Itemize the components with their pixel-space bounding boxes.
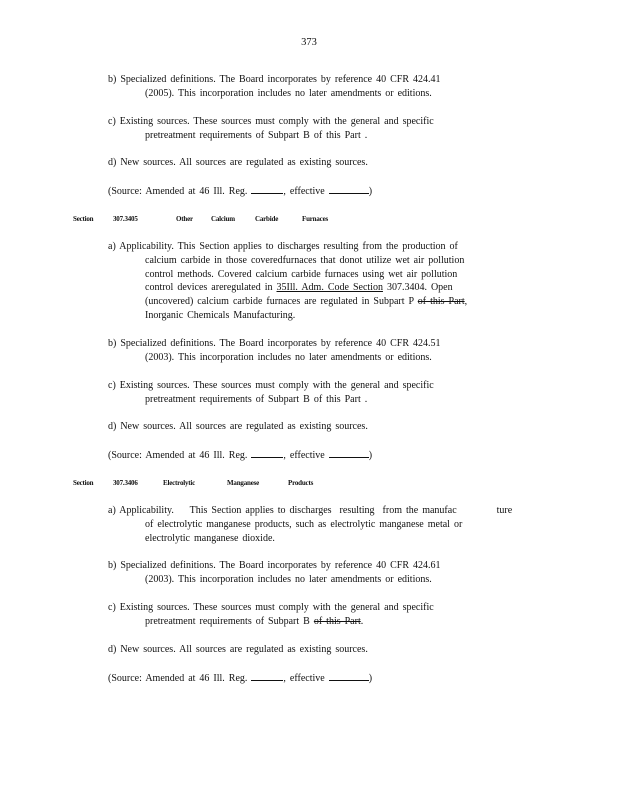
section-heading-307-3405: Section 307.3405 Other Calcium Carbide Furnaces — [73, 215, 329, 223]
struck-text: of this Part — [417, 296, 465, 308]
paragraph-c-existing-sources: c) Existing sources. These sources must comply with the general and specific pretreatment requirements of Subpart B of this Part. — [108, 602, 434, 627]
blank-effective-date — [329, 448, 369, 458]
blank-effective-date — [329, 671, 369, 681]
paragraph-c-existing-sources: c) Existing sources. These sources must comply with the general and specific pretreatment requirements of Subpart B of this Part . — [108, 380, 434, 405]
blank-reg-number — [251, 184, 283, 194]
inserted-citation: 35Ill. Adm. Code Section — [276, 282, 383, 294]
paragraph-d-new-sources: d) New sources. All sources are regulated as existing sources. — [108, 157, 368, 168]
source-note: (Source: Amended at 46 Ill. Reg. , effective ) — [108, 450, 373, 461]
paragraph-b-specialized-definitions: b) Specialized definitions. The Board incorporates by reference 40 CFR 424.41 (2005). This incorporation includes no later amendments or editions. — [108, 74, 441, 99]
page-number: 373 — [301, 37, 317, 48]
paragraph-a-applicability: a) Applicability. This Section applies to discharges resulting from the production of calcium carbide in those coveredfurnaces that donot utilize wet air pollution control methods. Covered calcium carbide furnaces using wet air pollution control devices areregulated in 35Ill. Adm. Code Section 307.3404. Open (uncovered) calcium carbide furnaces are regulated in Subpart P of this Part, Inorganic Chemicals Manufacturing. — [108, 241, 468, 321]
blank-reg-number — [251, 671, 283, 681]
paragraph-c-existing-sources: c) Existing sources. These sources must comply with the general and specific pretreatment requirements of Subpart B of this Part . — [108, 116, 434, 141]
blank-effective-date — [329, 184, 369, 194]
paragraph-b-specialized-definitions: b) Specialized definitions. The Board incorporates by reference 40 CFR 424.61 (2003). This incorporation includes no later amendments or editions. — [108, 560, 441, 585]
source-note: (Source: Amended at 46 Ill. Reg. , effective ) — [108, 673, 373, 684]
struck-text: of this Part — [313, 615, 361, 627]
source-note: (Source: Amended at 46 Ill. Reg. , effective ) — [108, 186, 373, 197]
paragraph-d-new-sources: d) New sources. All sources are regulated as existing sources. — [108, 644, 368, 655]
blank-reg-number — [251, 448, 283, 458]
section-heading-307-3406: Section 307.3406 Electrolytic Manganese Products — [73, 479, 314, 487]
paragraph-d-new-sources: d) New sources. All sources are regulated as existing sources. — [108, 421, 368, 432]
paragraph-b-specialized-definitions: b) Specialized definitions. The Board incorporates by reference 40 CFR 424.51 (2003). This incorporation includes no later amendments or editions. — [108, 338, 441, 363]
paragraph-a-applicability: a) Applicability. This Section applies to discharges resulting from the manufac ture of electrolytic manganese products, such as electrolytic manganese metal or electrolytic manganese dioxide. — [108, 505, 513, 544]
